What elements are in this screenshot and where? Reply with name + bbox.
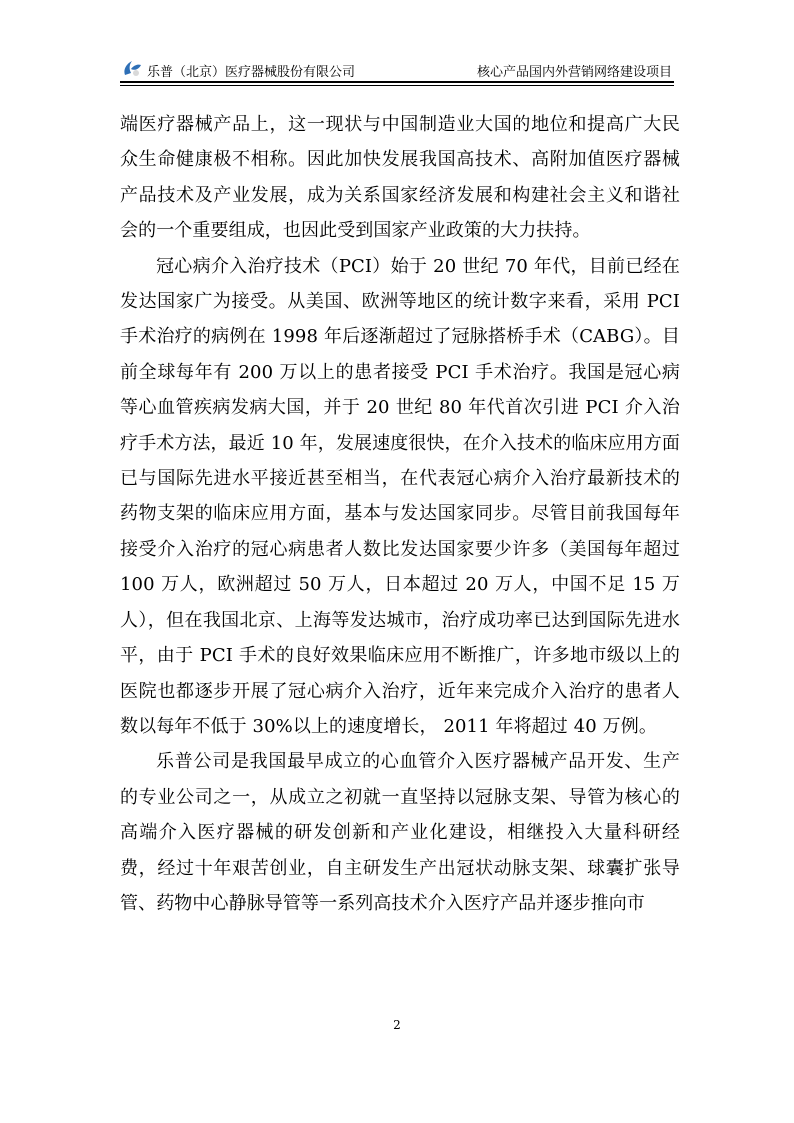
header-rule-thin <box>120 85 674 86</box>
paragraph-2: 冠心病介入治疗技术（PCI）始于 20 世纪 70 年代，目前已经在发达国家广为接受。从美国、欧洲等地区的统计数字来看，采用 PCI 手术治疗的病例在 1998 年后逐渐超过了冠脉搭桥手术（CABG）。目前全球每年有 200 万以上的患者接受 PCI 手术治疗。我国是冠心病等心血管疾病发病大国，并于 20 世纪 80 年代首次引进 PCI 介入治疗手术方法，最近 10 年，发展速度很快，在介入技术的临床应用方面已与国际先进水平接近甚至相当，在代表冠心病介入治疗最新技术的药物支架的临床应用方面，基本与发达国家同步。尽管目前我国每年接受介入治疗的冠心病患者人数比发达国家要少许多（美国每年超过 100 万人，欧洲超过 50 万人，日本超过 20 万人，中国不足 15 万人），但在我国北京、上海等发达城市，治疗成功率已达到国际先进水平，由于 PCI 手术的良好效果临床应用不断推广，许多地市级以上的医院也都逐步开展了冠心病介入治疗，近年来完成介入治疗的患者人数以每年不低于 30%以上的速度增长， 2011 年将超过 40 万例。 <box>120 255 680 737</box>
page-header <box>120 56 674 82</box>
paragraph-3: 乐普公司是我国最早成立的心血管介入医疗器械产品开发、生产的专业公司之一，从成立之初就一直坚持以冠脉支架、导管为核心的高端介入医疗器械的研发创新和产业化建设，相继投入大量科研经费，经过十年艰苦创业，自主研发生产出冠状动脉支架、球囊扩张导管、药物中心静脉导管等一系列高技术介入医疗产品并逐步推向市 <box>120 751 680 914</box>
paragraph-1: 端医疗器械产品上，这一现状与中国制造业大国的地位和提高广大民众生命健康极不相称。因此加快发展我国高技术、高附加值医疗器械产品技术及产业发展，成为关系国家经济发展和构建社会主义和谐社会的一个重要组成，也因此受到国家产业政策的大力扶持。 <box>120 114 680 242</box>
lepu-logo-icon <box>122 58 142 78</box>
header-rule-thick <box>120 81 674 83</box>
page-number: 2 <box>393 1018 401 1032</box>
company-name: 乐普（北京）医疗器械股份有限公司 <box>147 65 356 80</box>
document-body <box>120 107 680 921</box>
project-title: 核心产品国内外营销网络建设项目 <box>476 65 672 80</box>
